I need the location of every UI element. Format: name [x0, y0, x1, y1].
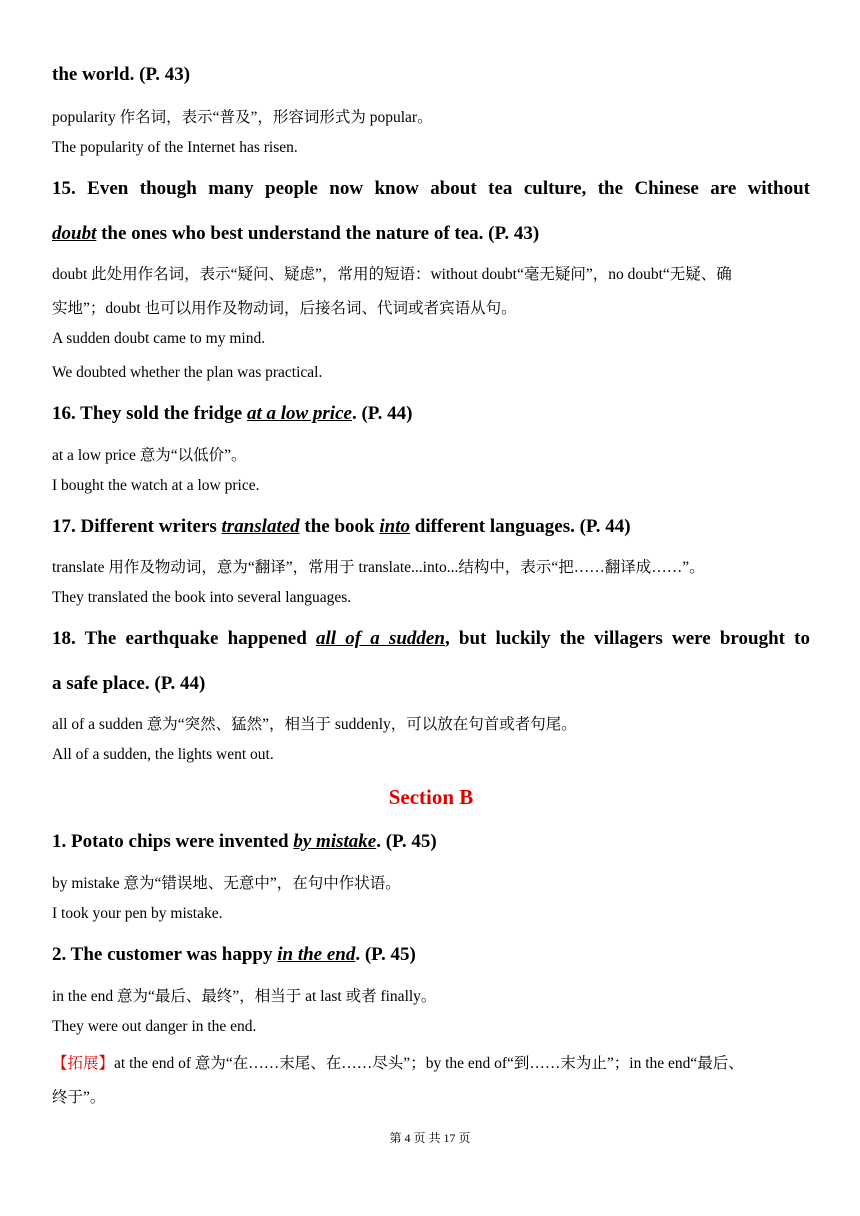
key-in-the-end: in the end [277, 944, 356, 965]
key-all-of-a-sudden: all of a sudden [315, 628, 445, 649]
note-sudden: all of a sudden 意为“突然、猛然”，相当于 suddenly，可以放在句首或者句尾。 [52, 716, 577, 733]
key-into: into [379, 516, 410, 537]
example-in-the-end: They were out danger in the end. [52, 1018, 257, 1035]
note-by-mistake: by mistake 意为“错误地、无意中”，在句中作状语。 [52, 875, 401, 892]
example-doubt-1: A sudden doubt came to my mind. [52, 330, 266, 347]
section-title: Section B [388, 785, 474, 809]
key-by-mistake: by mistake [293, 831, 377, 852]
heading-15-line1: 15. Even though many people now know about tea culture, the Chinese are without [52, 178, 810, 199]
note-in-the-end: in the end 意为“最后、最终”，相当于 at last 或者 finally。 [52, 988, 437, 1005]
heading-continuation: the world. (P. 43) [52, 64, 191, 85]
extension-line2: 终于”。 [52, 1089, 106, 1106]
note-doubt-line1: doubt 此处用作名词，表示“疑问、疑虑”，常用的短语：without doubt“毫无疑问”，no doubt“无疑、确 [52, 266, 732, 283]
heading-18-line2: a safe place. (P. 44) [52, 673, 206, 694]
key-at-a-low-price: at a low price [246, 403, 352, 424]
extension-line1: 【拓展】at the end of 意为“在……末尾、在……尽头”；by the end of“到……末为止”；in the end“最后、 [52, 1055, 744, 1072]
heading-15-line2: doubt the ones who best understand the nature of tea. (P. 43) [52, 223, 540, 244]
heading-18-line1: 18. The earthquake happened all of a sudden, but luckily the villagers were brought to [52, 628, 810, 649]
example-low-price: I bought the watch at a low price. [52, 477, 260, 494]
key-translated: translated [221, 516, 300, 537]
example-sudden: All of a sudden, the lights went out. [52, 746, 274, 763]
example-translate: They translated the book into several languages. [52, 589, 352, 606]
heading-16: 16. They sold the fridge at a low price. (P. 44) [52, 403, 413, 424]
example-by-mistake: I took your pen by mistake. [52, 905, 223, 922]
heading-s1: 1. Potato chips were invented by mistake. (P. 45) [52, 831, 437, 852]
extension-tag: 【拓展】 [52, 1055, 115, 1072]
note-low-price: at a low price 意为“以低价”。 [52, 447, 247, 464]
example-doubt-2: We doubted whether the plan was practical. [52, 364, 323, 381]
note-translate: translate 用作及物动词，意为“翻译”，常用于 translate...into...结构中，表示“把……翻译成……”。 [52, 559, 705, 576]
note-doubt-line2: 实地”；doubt 也可以用作及物动词，后接名词、代词或者宾语从句。 [52, 300, 517, 317]
note-popularity: popularity 作名词，表示“普及”，形容词形式为 popular。 [52, 109, 433, 126]
example-popularity: The popularity of the Internet has risen. [52, 139, 298, 156]
key-doubt: doubt [52, 223, 97, 244]
heading-s2: 2. The customer was happy in the end. (P. 45) [52, 944, 416, 965]
heading-17: 17. Different writers translated the book into different languages. (P. 44) [52, 516, 631, 537]
page-footer: 第 4 页 共 17 页 [389, 1131, 471, 1145]
